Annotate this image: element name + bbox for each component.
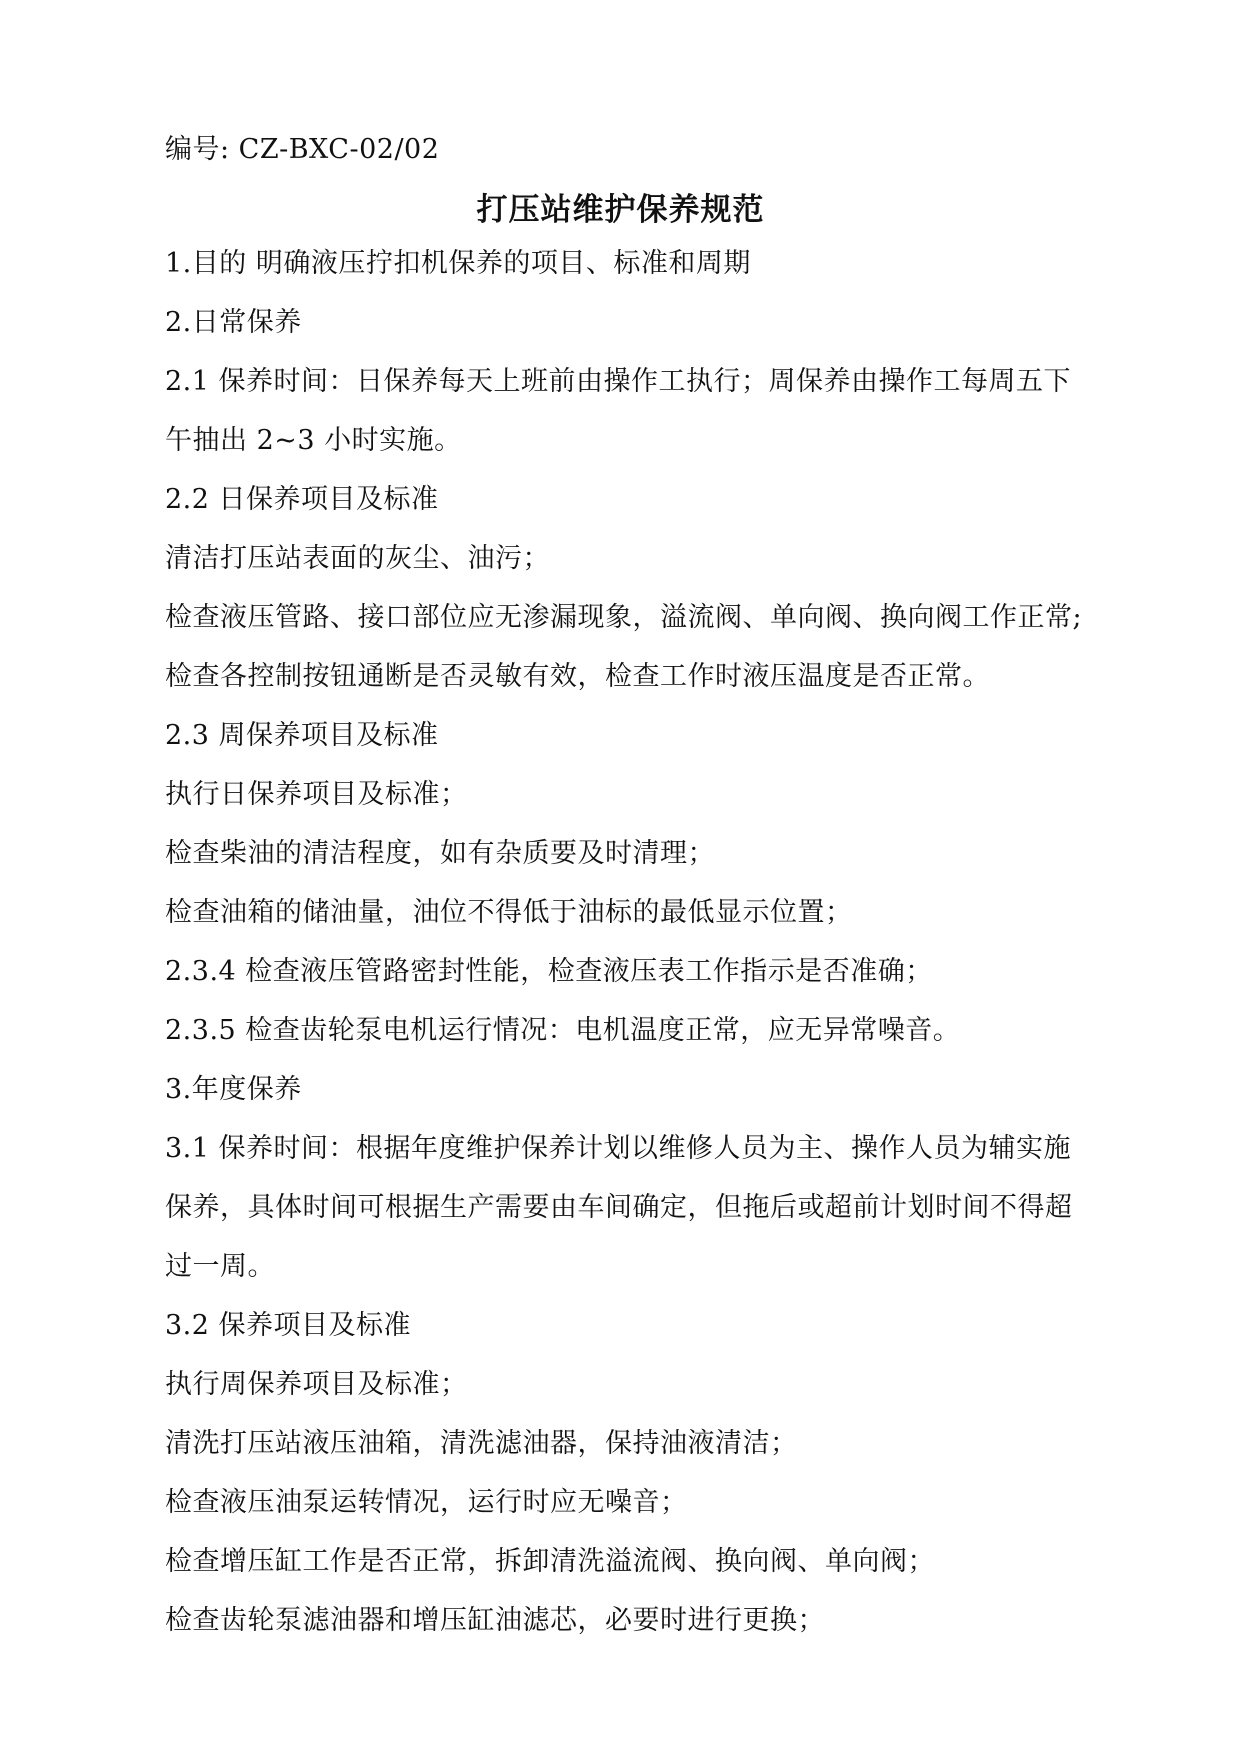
text-line: 检查柴油的清洁程度，如有杂质要及时清理； <box>165 838 715 869</box>
text-line: 2.2 日保养项目及标准 <box>165 484 439 515</box>
text-line: 检查各控制按钮通断是否灵敏有效，检查工作时液压温度是否正常。 <box>165 661 990 692</box>
text-line: 1.目的 明确液压拧扣机保养的项目、标准和周期 <box>165 248 751 279</box>
text-line: 保养，具体时间可根据生产需要由车间确定，但拖后或超前计划时间不得超 <box>165 1192 1073 1223</box>
text-line: 检查齿轮泵滤油器和增压缸油滤芯，必要时进行更换； <box>165 1605 825 1636</box>
text-line: 检查液压管路、接口部位应无渗漏现象，溢流阀、单向阀、换向阀工作正常; <box>165 602 1083 633</box>
text-line: 执行日保养项目及标准； <box>165 779 468 810</box>
text-line: 2.3 周保养项目及标准 <box>165 720 439 751</box>
text-line: 检查油箱的储油量，油位不得低于油标的最低显示位置； <box>165 897 853 928</box>
text-line: 清洗打压站液压油箱，清洗滤油器，保持油液清洁； <box>165 1428 798 1459</box>
document-title: 打压站维护保养规范 <box>476 192 765 228</box>
text-line: 2.3.4 检查液压管路密封性能，检查液压表工作指示是否准确； <box>165 956 933 987</box>
text-line: 过一周。 <box>165 1251 275 1282</box>
text-line: 检查增压缸工作是否正常，拆卸清洗溢流阀、换向阀、单向阀； <box>165 1546 935 1577</box>
document-number: 编号: CZ-BXC-02/02 <box>165 134 440 165</box>
text-line: 2.1 保养时间：日保养每天上班前由操作工执行；周保养由操作工每周五下 <box>165 366 1072 397</box>
text-line: 3.年度保养 <box>165 1074 302 1105</box>
text-line: 清洁打压站表面的灰尘、油污； <box>165 543 550 574</box>
text-line: 2.3.5 检查齿轮泵电机运行情况：电机温度正常，应无异常噪音。 <box>165 1015 961 1046</box>
text-line: 2.日常保养 <box>165 307 302 338</box>
text-line: 执行周保养项目及标准； <box>165 1369 468 1400</box>
text-line: 检查液压油泵运转情况，运行时应无噪音； <box>165 1487 688 1518</box>
text-line: 3.2 保养项目及标准 <box>165 1310 412 1341</box>
text-line: 午抽出 2~3 小时实施。 <box>165 425 462 456</box>
text-line: 3.1 保养时间：根据年度维护保养计划以维修人员为主、操作人员为辅实施 <box>165 1133 1072 1164</box>
